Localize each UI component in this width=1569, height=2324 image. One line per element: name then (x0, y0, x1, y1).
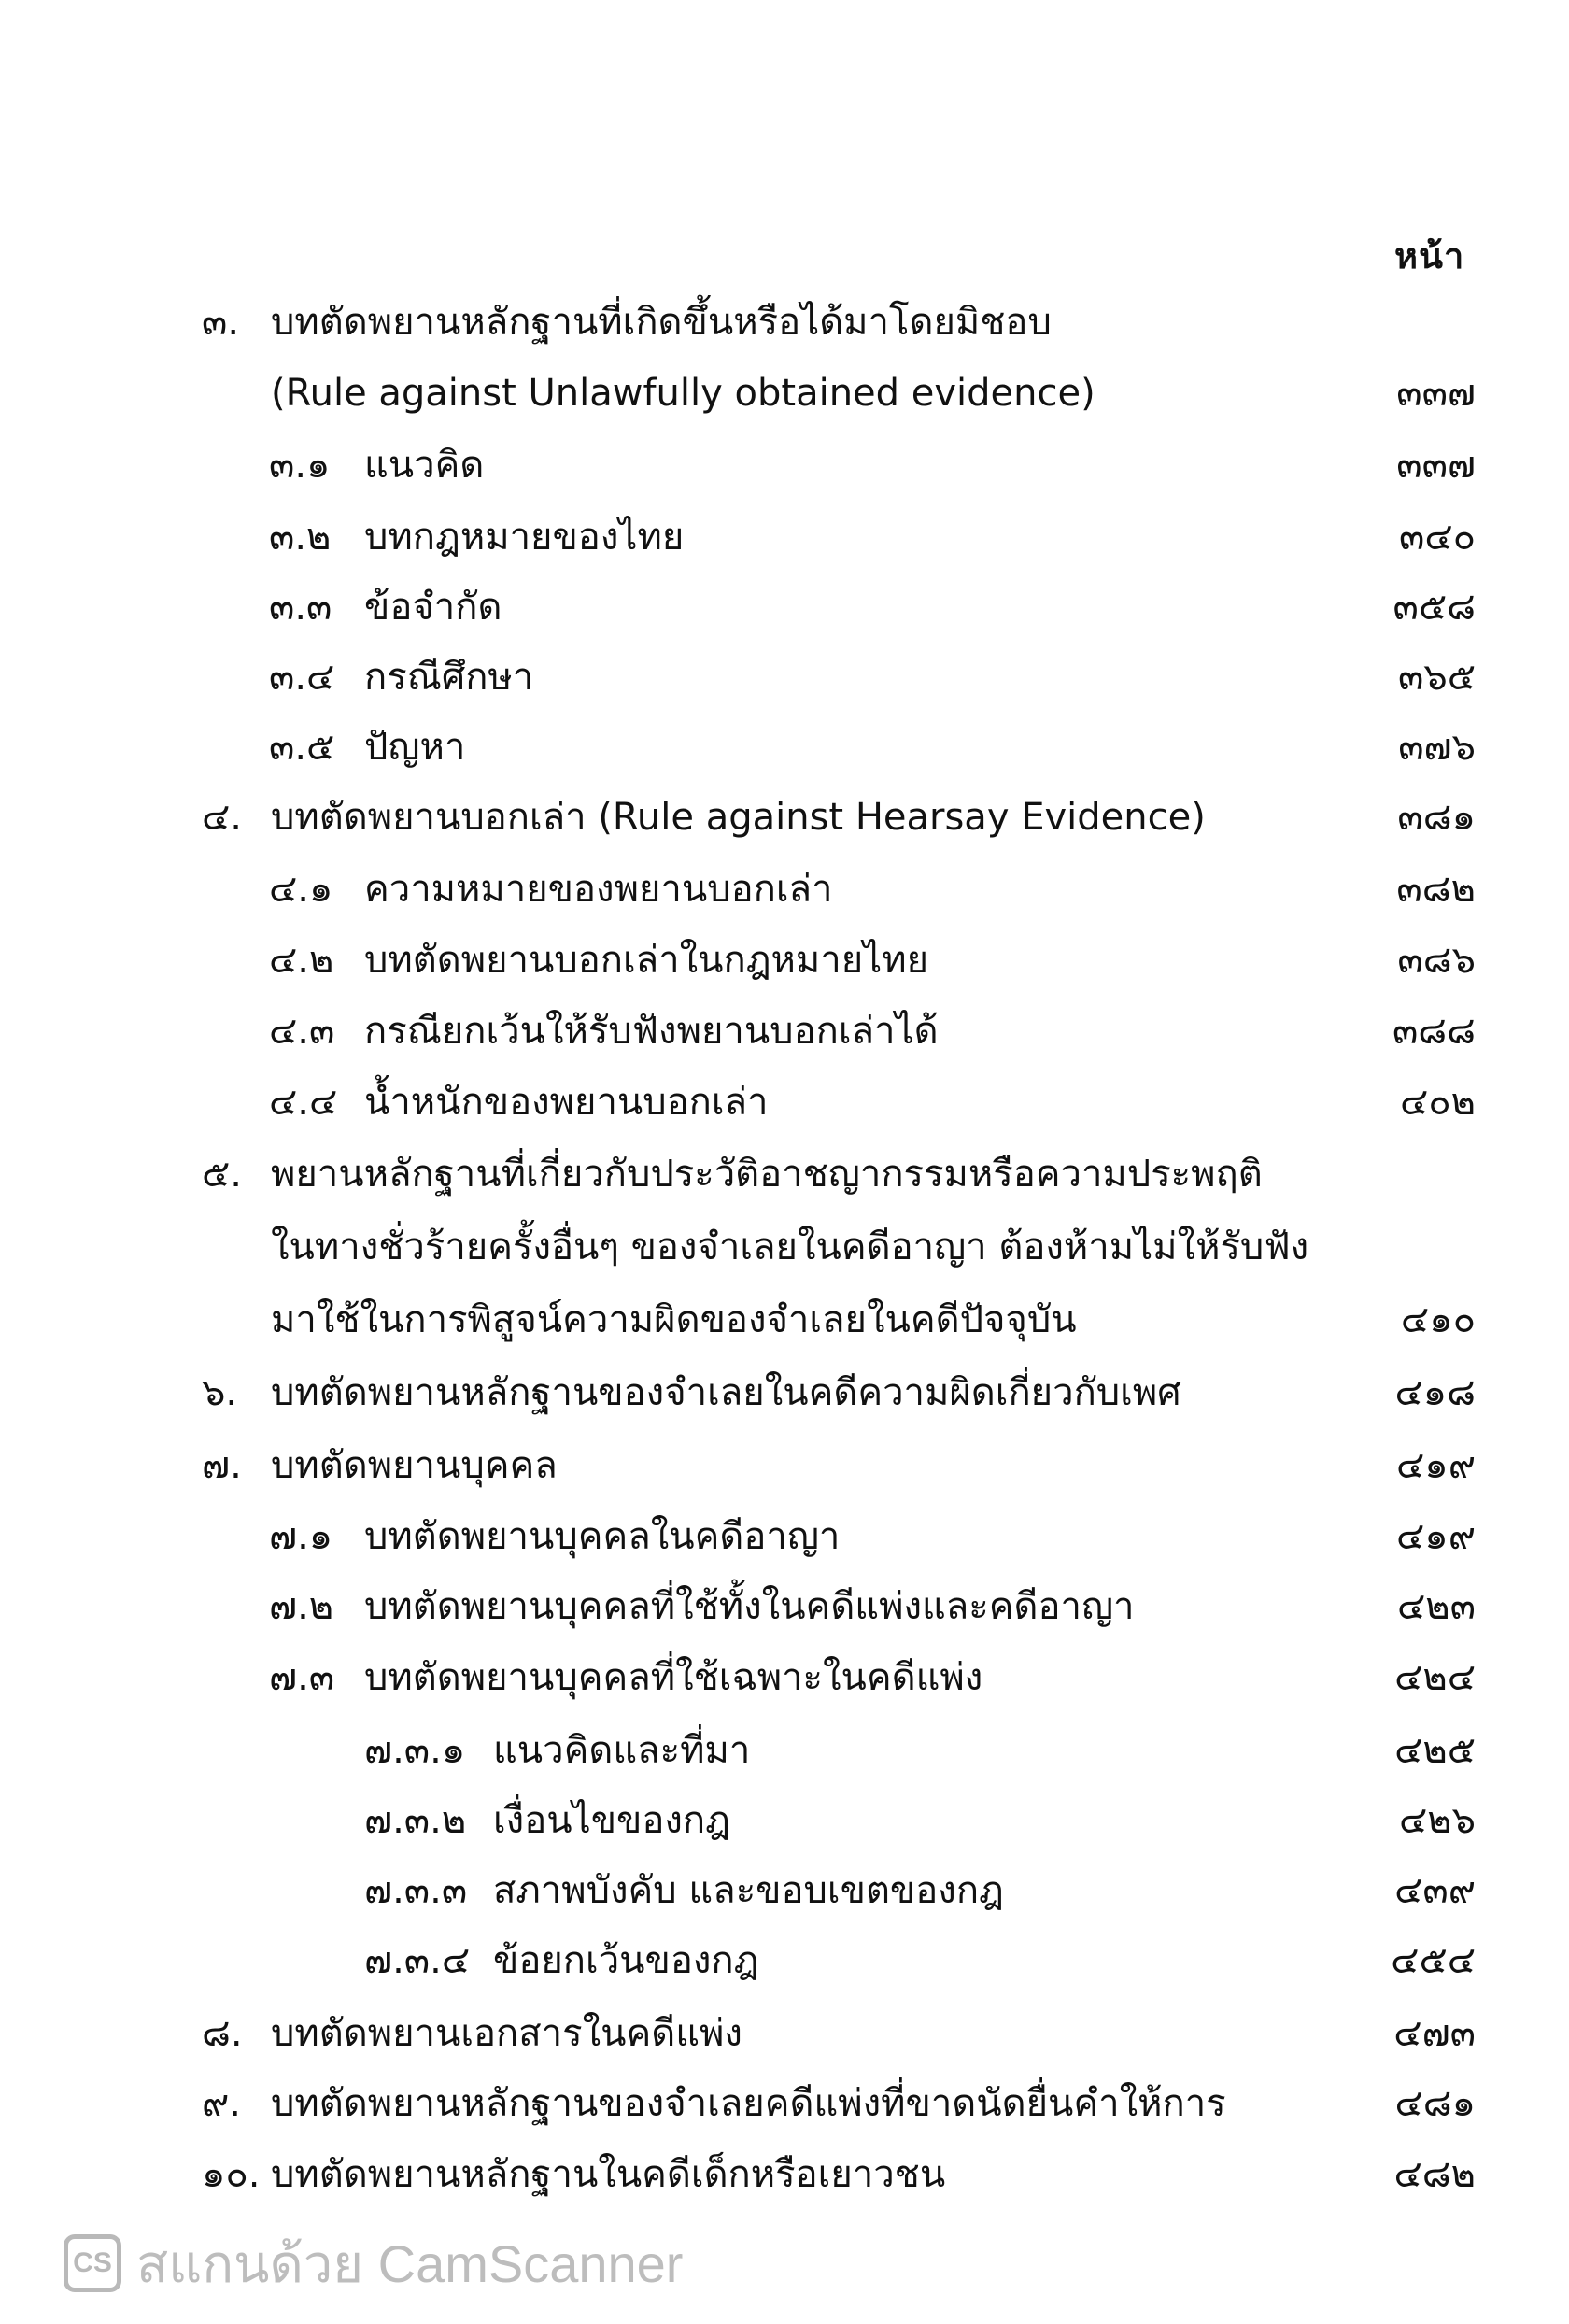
entry-page: ๔๐๒ (1399, 1081, 1476, 1124)
entry-page: ๔๑๘ (1394, 1371, 1476, 1414)
entry-title: บทตัดพยานหลักฐานที่เกิดขึ้นหรือได้มาโดยมิชอบ (271, 301, 1052, 344)
entry-number: ๓.๑ (269, 444, 331, 487)
entry-number: ๗. (202, 1444, 242, 1487)
entry-page: ๓๘๑ (1397, 796, 1476, 839)
entry-title: บทกฎหมายของไทย (364, 516, 685, 559)
toc-entry (0, 1507, 1569, 1566)
toc-entry (0, 787, 1569, 847)
entry-number: ๗.๑ (269, 1515, 333, 1558)
entry-number: ๔.๔ (269, 1081, 338, 1124)
toc-entry (0, 1072, 1569, 1132)
entry-title: กรณียกเว้นให้รับฟังพยานบอกเล่าได้ (364, 1010, 939, 1053)
entry-title: บทตัดพยานหลักฐานของจำเลยคดีแพ่งที่ขาดนัดยื่นคำให้การ (271, 2082, 1226, 2125)
entry-number: ๗.๓.๑ (364, 1729, 466, 1772)
toc-entry (0, 363, 1569, 423)
entry-number: ๕. (202, 1153, 242, 1196)
entry-title: แนวคิด (364, 444, 485, 487)
entry-number: ๓.๕ (269, 726, 335, 769)
entry-number: ๗.๓.๔ (364, 1939, 471, 1982)
toc-entry (0, 930, 1569, 990)
entry-title: ความหมายของพยานบอกเล่า (364, 868, 833, 911)
entry-title: ข้อยกเว้นของกฎ (493, 1939, 759, 1982)
entry-number: ๔.๒ (269, 939, 334, 982)
entry-number: ๗.๓.๓ (364, 1869, 468, 1912)
entry-page: ๔๑๐ (1400, 1298, 1476, 1341)
entry-number: ๓.๓ (269, 586, 332, 629)
toc-entry (0, 1144, 1569, 1204)
entry-number: ๔.๑ (269, 868, 333, 911)
entry-title: บทตัดพยานบุคคลที่ใช้ทั้งในคดีแพ่งและคดีอาญา (364, 1585, 1135, 1628)
entry-title: พยานหลักฐานที่เกี่ยวกับประวัติอาชญากรรมหรือความประพฤติ (271, 1153, 1263, 1196)
entry-page: ๔๑๙ (1396, 1515, 1476, 1558)
toc-entry (0, 1648, 1569, 1708)
entry-page: ๓๗๖ (1398, 726, 1476, 769)
toc-entry (0, 1290, 1569, 1350)
toc-entry (0, 1931, 1569, 1991)
entry-number: ๑๐. (202, 2153, 261, 2196)
entry-page: ๔๘๑ (1394, 2082, 1476, 2125)
entry-title: สภาพบังคับ และขอบเขตของกฎ (493, 1869, 1004, 1912)
entry-number: ๙. (202, 2082, 242, 2125)
entry-number: ๔.๓ (269, 1010, 335, 1053)
entry-title: บทตัดพยานบุคคลในคดีอาญา (364, 1515, 841, 1558)
entry-title: เงื่อนไขของกฎ (493, 1799, 731, 1842)
entry-page: ๔๕๔ (1391, 1939, 1476, 1982)
entry-title: บทตัดพยานหลักฐานของจำเลยในคดีความผิดเกี่ยวกับเพศ (271, 1371, 1181, 1414)
entry-title: บทตัดพยานบอกเล่า (Rule against Hearsay Evidence) (271, 796, 1206, 839)
watermark-text: สแกนด้วย CamScanner (136, 2233, 684, 2293)
camscanner-logo: CS (64, 2234, 121, 2292)
entry-title: บทตัดพยานบอกเล่าในกฎหมายไทย (364, 939, 929, 982)
entry-title: ในทางชั่วร้ายครั้งอื่นๆ ของจำเลยในคดีอาญา ต้องห้ามไม่ให้รับฟัง (271, 1226, 1309, 1268)
entry-page: ๓๔๐ (1398, 516, 1476, 559)
toc-entry (0, 647, 1569, 707)
toc-entry (0, 1721, 1569, 1780)
entry-page: ๓๓๗ (1396, 444, 1476, 487)
entry-page: ๔๘๒ (1393, 2153, 1476, 2196)
page-column-header: หน้า (1394, 235, 1465, 276)
toc-entry (0, 1217, 1569, 1277)
entry-title: บทตัดพยานบุคคลที่ใช้เฉพาะในคดีแพ่ง (364, 1656, 983, 1699)
entry-page: ๓๕๘ (1392, 586, 1476, 629)
toc-entry (0, 577, 1569, 637)
entry-title: แนวคิดและที่มา (493, 1729, 751, 1772)
entry-title: ข้อจำกัด (364, 586, 502, 629)
entry-number: ๘. (202, 2012, 243, 2055)
entry-number: ๗.๓ (269, 1656, 335, 1699)
entry-page: ๔๒๓ (1397, 1585, 1476, 1628)
toc-entry (0, 717, 1569, 777)
entry-page: ๓๘๘ (1392, 1010, 1476, 1053)
entry-title: น้ำหนักของพยานบอกเล่า (364, 1081, 769, 1124)
entry-number: ๓. (202, 301, 240, 344)
toc-entry (0, 292, 1569, 352)
entry-number: ๗.๒ (269, 1585, 334, 1628)
toc-entry (0, 1436, 1569, 1495)
entry-page: ๔๒๔ (1394, 1656, 1476, 1699)
entry-page: ๓๘๒ (1396, 868, 1476, 911)
entry-page: ๓๓๗ (1396, 372, 1476, 415)
toc-entry (0, 1791, 1569, 1850)
entry-number: ๓.๒ (269, 516, 332, 559)
toc-entry (0, 2145, 1569, 2204)
entry-number: ๗.๓.๒ (364, 1799, 467, 1842)
entry-page: ๓๖๕ (1397, 656, 1476, 699)
entry-title: ปัญหา (364, 726, 466, 769)
entry-page: ๔๒๕ (1394, 1729, 1476, 1772)
entry-page: ๔๒๖ (1398, 1799, 1476, 1842)
toc-entry (0, 435, 1569, 495)
entry-page: ๓๘๖ (1397, 939, 1476, 982)
toc-entry (0, 1001, 1569, 1061)
toc-entry (0, 1577, 1569, 1637)
entry-title: บทตัดพยานเอกสารในคดีแพ่ง (271, 2012, 742, 2055)
entry-number: ๔. (202, 796, 242, 839)
entry-page: ๔๓๙ (1394, 1869, 1476, 1912)
entry-title: บทตัดพยานหลักฐานในคดีเด็กหรือเยาวชน (271, 2153, 946, 2196)
toc-entry (0, 1861, 1569, 1920)
entry-number: ๖. (202, 1371, 238, 1414)
entry-title: บทตัดพยานบุคคล (271, 1444, 558, 1487)
entry-title: กรณีศึกษา (364, 656, 534, 699)
entry-page: ๔๑๙ (1396, 1444, 1476, 1487)
toc-entry (0, 507, 1569, 567)
entry-page: ๔๗๓ (1393, 2012, 1476, 2055)
toc-entry (0, 859, 1569, 919)
camscanner-watermark (64, 2231, 683, 2296)
entry-title: (Rule against Unlawfully obtained evidence) (271, 372, 1095, 415)
toc-entry (0, 1363, 1569, 1423)
toc-entry (0, 2074, 1569, 2133)
entry-number: ๓.๔ (269, 656, 335, 699)
toc-entry (0, 2004, 1569, 2063)
entry-title: มาใช้ในการพิสูจน์ความผิดของจำเลยในคดีปัจจุบัน (271, 1298, 1077, 1341)
